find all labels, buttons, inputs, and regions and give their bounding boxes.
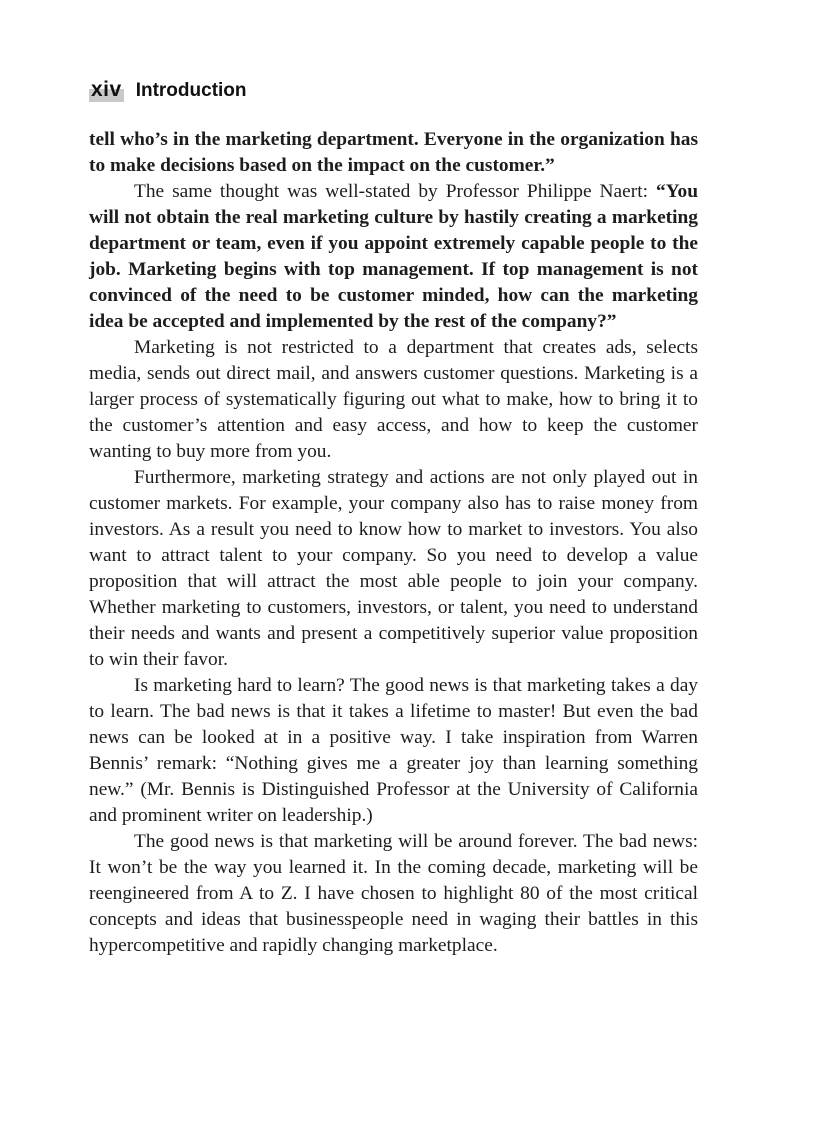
paragraph-marketing-process bbox=[89, 335, 698, 465]
paragraph-continuation bbox=[89, 127, 698, 179]
paragraph-good-news bbox=[89, 829, 698, 959]
good-news-text: The good news is that marketing will be around forever. The bad news: It won’t be the way you learned it. In the coming decade, marketing will be reengineered from A to Z. I have chosen to highlight 80 of the most critical concepts and ideas that businesspeople need in waging their battles in this hypercompetitive and rapidly changing marketplace. bbox=[89, 831, 698, 956]
marketing-process-text: Marketing is not restricted to a department that creates ads, selects media, sends out direct mail, and answers customer questions. Marketing is a larger process of systematically figuring out what to make, how to bring it to the customer’s attention and easy access, and how to keep the customer wanting to buy more from you. bbox=[89, 337, 698, 462]
naert-quote: “You will not obtain the real marketing culture by hastily creating a marketing department or team, even if you appoint extremely capable people to the job. Marketing begins with top management. If top management is not convinced of the need to be customer minded, how can the marketing idea be accepted and implemented by the rest of the company?” bbox=[89, 181, 698, 332]
naert-intro: The same thought was well-stated by Professor Philippe Naert: bbox=[134, 181, 656, 202]
paragraph-markets bbox=[89, 465, 698, 673]
body-text bbox=[89, 127, 698, 959]
page-number: xiv bbox=[91, 78, 122, 101]
learning-text: Is marketing hard to learn? The good news is that marketing takes a day to learn. The bad news is that it takes a lifetime to master! But even the bad news can be looked at in a positive way. I take inspiration from Warren Bennis’ remark: “Nothing gives me a greater joy than learning something new.” (Mr. Bennis is Distinguished Professor at the University of California and prominent writer on leadership.) bbox=[89, 675, 698, 826]
paragraph-naert bbox=[89, 179, 698, 335]
section-title: Introduction bbox=[135, 80, 247, 101]
running-head bbox=[89, 78, 247, 103]
bold-quote-end: tell who’s in the marketing department. Everyone in the organization has to make decisions based on the impact on the customer.” bbox=[89, 129, 698, 176]
markets-text: Furthermore, marketing strategy and actions are not only played out in customer markets. For example, your company also has to raise money from investors. As a result you need to know how to market to investors. You also want to attract talent to your company. So you need to develop a value proposition that will attract the most able people to join your company. Whether marketing to customers, investors, or talent, you need to understand their needs and wants and present a competitively superior value proposition to win their favor. bbox=[89, 467, 698, 670]
paragraph-learning bbox=[89, 673, 698, 829]
